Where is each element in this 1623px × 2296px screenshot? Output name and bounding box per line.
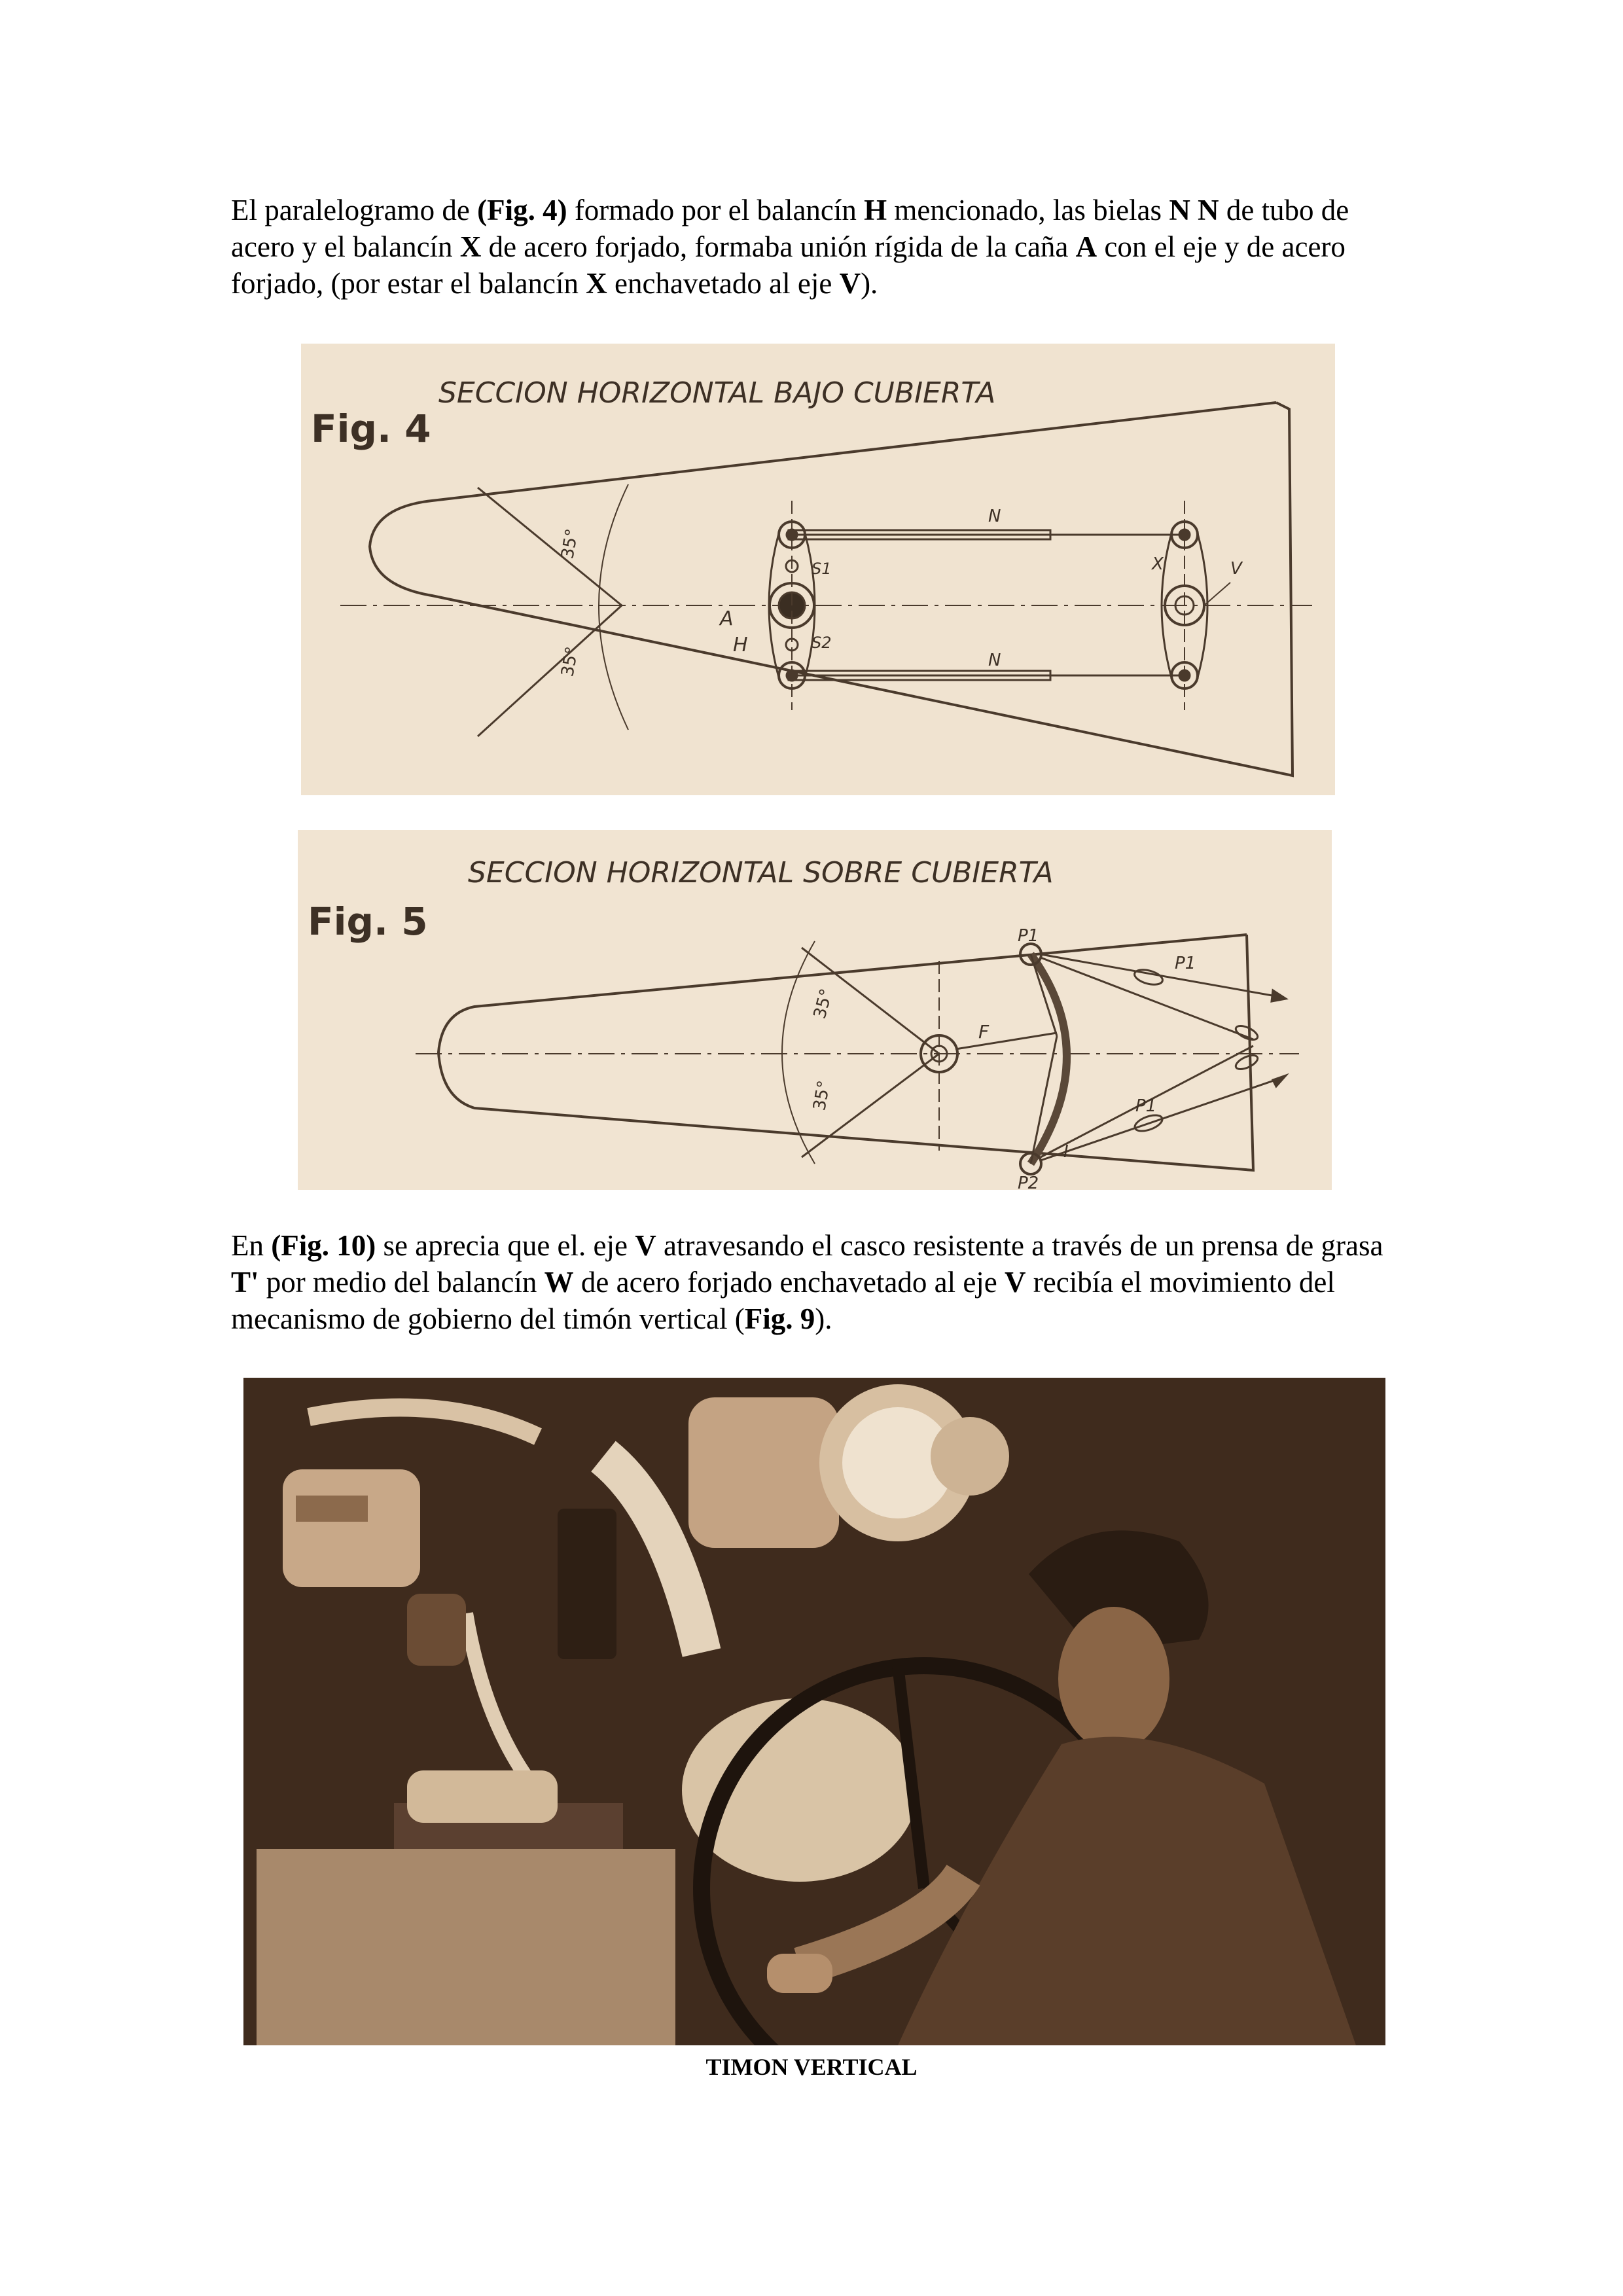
figure-4-drawing: [301, 344, 1335, 795]
label-p-bottom: P2: [1018, 1174, 1039, 1190]
figure-4-label: Fig. 4: [311, 406, 431, 451]
text-run: se aprecia que el. eje: [376, 1229, 635, 1262]
photo-caption: TIMON VERTICAL: [705, 2054, 918, 2080]
text-run: por medio del balancín: [259, 1266, 544, 1299]
figure-5-title: SECCION HORIZONTAL SOBRE CUBIERTA: [468, 856, 1054, 889]
text-run: En: [231, 1229, 272, 1262]
angle-label-bottom: 35°: [558, 645, 582, 679]
text-run: ).: [861, 267, 878, 300]
text-run: atravesando el casco resistente a través de un prensa de grasa: [656, 1229, 1383, 1262]
text-bold: V: [839, 267, 861, 300]
label-p1-bottom: P1: [1135, 1096, 1157, 1116]
paragraph-fig10-description: [231, 1227, 1396, 1337]
figure-4-svg: [301, 344, 1335, 795]
label-v: V: [1230, 559, 1242, 579]
text-bold: W: [544, 1266, 574, 1299]
text-run: El paralelogramo de: [231, 194, 478, 226]
figure-5-label: Fig. 5: [308, 899, 428, 944]
label-s2: S2: [812, 634, 832, 652]
text-run: mencionado, las bielas: [887, 194, 1169, 226]
angle-label-bottom-5: 35°: [810, 1079, 834, 1113]
text-run: de acero forjado, formaba unión rígida de la caña: [481, 230, 1076, 263]
label-a: A: [720, 607, 734, 630]
text-bold: H: [864, 194, 887, 226]
text-bold: V: [1005, 1266, 1026, 1299]
angle-label-top-5: 35°: [810, 986, 837, 1021]
text-bold: N N: [1169, 194, 1219, 226]
text-bold: X: [459, 230, 482, 263]
text-bold: A: [1075, 230, 1097, 263]
text-bold: V: [635, 1229, 656, 1262]
text-bold: T': [231, 1266, 259, 1299]
figure-5-drawing: [298, 830, 1332, 1190]
text-run: formado por el balancín: [567, 194, 865, 226]
label-p-top: P1: [1018, 926, 1039, 946]
text-run: de acero forjado enchavetado al eje: [573, 1266, 1005, 1299]
figure-4-title: SECCION HORIZONTAL BAJO CUBIERTA: [438, 376, 996, 410]
text-bold: X: [586, 267, 607, 300]
angle-label-top: 35°: [558, 527, 582, 561]
photo-helmsman-at-vertical-rudder: [243, 1378, 1385, 2045]
text-run: con el eje y de acero forjado, (por estar el balancín: [231, 230, 1346, 300]
text-bold: (Fig. 4): [477, 194, 567, 226]
text-run: de tubo de acero y el balancín: [231, 194, 1349, 263]
photo-illustration: [243, 1378, 1385, 2045]
label-n-top: N: [988, 507, 1001, 526]
text-run: enchavetado al eje: [607, 267, 840, 300]
text-run: ).: [815, 1302, 832, 1335]
text-bold: (Fig. 10): [271, 1229, 376, 1262]
label-p1-top: P1: [1175, 954, 1196, 973]
figure-5-svg: [298, 830, 1332, 1190]
label-n-bottom: N: [988, 651, 1001, 670]
text-run: recibía el movimiento del mecanismo de gobierno del timón vertical (: [231, 1266, 1335, 1335]
label-i: I: [1063, 1142, 1069, 1162]
label-f: F: [978, 1021, 990, 1043]
label-h: H: [733, 634, 748, 656]
label-s1: S1: [812, 560, 832, 578]
label-x: X: [1152, 554, 1164, 574]
text-bold: Fig. 9: [744, 1302, 815, 1335]
paragraph-fig4-description: [231, 192, 1396, 302]
